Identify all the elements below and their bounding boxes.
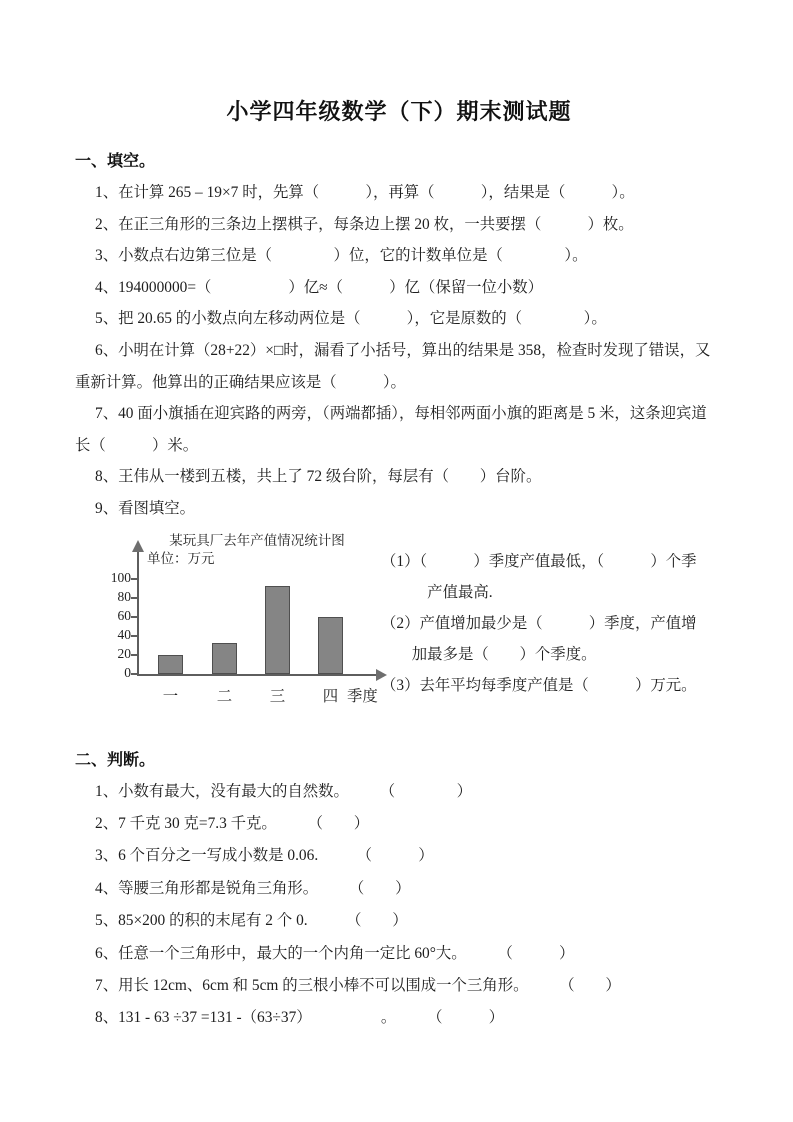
y-axis-tick-label: 40 — [117, 626, 131, 642]
section2-judge-items — [75, 776, 723, 1035]
chart-unit-label: 单位：万元 — [147, 550, 215, 566]
fill-item-4: 4、194000000=（ ）亿≈（ ）亿（保留一位小数） — [95, 278, 544, 296]
fill-item-1: 1、在计算 265 – 19×7 时，先算（ ），再算（ ），结果是（ ）。 — [95, 184, 635, 201]
fill-item-3: 3、小数点右边第三位是（ ）位，它的计数单位是（ ）。 — [95, 247, 588, 265]
y-axis-tick-mark — [131, 597, 138, 599]
chart-bar — [158, 655, 183, 674]
y-axis — [137, 551, 139, 676]
x-axis-label: 季度 — [347, 687, 378, 705]
judge-item-7: 7、用长 12cm、6cm 和 5cm 的三根小棒不可以围成一个三角形。 （ ） — [95, 976, 621, 994]
section1-heading: 一、填空。 — [75, 153, 156, 170]
fill-item-8: 8、王伟从一楼到五楼，共上了 72 级台阶，每层有（ ）台阶。 — [95, 468, 542, 486]
page-title: 小学四年级数学（下）期末测试题 — [226, 99, 572, 124]
judge-item-4: 4、等腰三角形都是锐角三角形。 （ ） — [95, 879, 411, 897]
chart-question-2-line-1: （2）产值增加最少是（ ）季度，产值增 — [381, 614, 697, 632]
judge-item-1: 1、小数有最大，没有最大的自然数。 （ ） — [95, 782, 473, 800]
section2-heading: 二、判断。 — [75, 751, 156, 769]
x-axis-category-label: 三 — [269, 687, 286, 705]
y-axis-tick-label: 0 — [124, 664, 131, 680]
judge-item-3: 3、6 个百分之一写成小数是 0.06. （ ） — [95, 847, 434, 865]
chart-bar — [318, 617, 343, 674]
x-axis-category-label: 四 — [322, 687, 339, 705]
chart-questions — [381, 546, 733, 702]
judge-item-5: 5、85×200 的积的末尾有 2 个 0. （ ） — [95, 912, 408, 930]
y-axis-tick-label: 60 — [117, 607, 131, 623]
chart-question-1-line-2: 产值最高. — [381, 583, 493, 601]
y-axis-tick-label: 20 — [117, 645, 131, 661]
chart-bar — [212, 643, 237, 674]
chart-block — [75, 525, 723, 735]
x-axis-category-label: 二 — [216, 687, 233, 705]
chart-bar — [265, 586, 290, 674]
x-axis — [137, 674, 377, 676]
chart-title: 某玩具厂去年产值情况统计图 — [169, 532, 345, 548]
section1-fill-blank-items — [75, 177, 723, 525]
y-axis-tick-mark — [131, 578, 138, 580]
y-axis-tick-mark — [131, 635, 138, 637]
fill-item-9: 9、看图填空。 — [95, 499, 196, 517]
chart-question-1-line-1: （1）（ ）季度产值最低，（ ）个季 — [381, 552, 697, 570]
chart-question-3: （3）去年平均每季度产值是（ ）万元。 — [381, 677, 697, 695]
page-content — [75, 0, 723, 1035]
x-axis-category-label: 一 — [162, 687, 179, 705]
fill-item-7: 7、40 面小旗插在迎宾路的两旁，（两端都插），每相邻两面小旗的距离是 5 米，这条迎宾道长（ ）米。 — [75, 405, 707, 454]
judge-item-8: 8、131 - 63 ÷37 =131 -（63÷37） 。 （ ） — [95, 1009, 505, 1027]
y-axis-arrow-icon — [132, 540, 144, 552]
y-axis-tick-mark — [131, 616, 138, 618]
y-axis-tick-label: 100 — [110, 569, 131, 585]
fill-item-5: 5、把 20.65 的小数点向左移动两位是（ ），它是原数的（ ）。 — [95, 310, 607, 328]
fill-item-6: 6、小明在计算（28+22）×□时，漏看了小括号，算出的结果是 358，检查时发现了错误，又重新计算。他算出的正确结果应该是（ ）。 — [75, 341, 711, 391]
fill-item-2: 2、在正三角形的三条边上摆棋子，每条边上摆 20 枚，一共要摆（ ）枚。 — [95, 215, 634, 233]
judge-item-6: 6、任意一个三角形中，最大的一个内角一定比 60°大。 （ ） — [95, 944, 575, 962]
chart-question-2-line-2: 加最多是（ ）个季度。 — [381, 646, 597, 664]
y-axis-tick-mark — [131, 673, 138, 675]
y-axis-tick-label: 80 — [117, 588, 131, 604]
judge-item-2: 2、7 千克 30 克=7.3 千克。 （ ） — [95, 814, 370, 832]
y-axis-tick-mark — [131, 654, 138, 656]
